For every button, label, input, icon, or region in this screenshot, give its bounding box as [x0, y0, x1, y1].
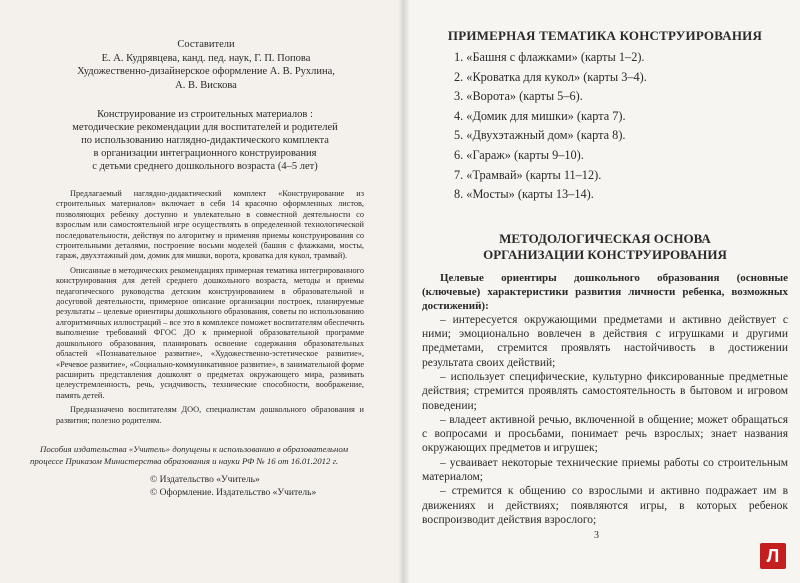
- book-title-line: Конструирование из строительных материалов :: [97, 109, 313, 120]
- topic-item: 5. «Двухэтажный дом» (карта 8).: [454, 128, 626, 143]
- annotation: [56, 189, 364, 426]
- annotation-paragraph: Предназначено воспитателям ДОО, специалистам дошкольного образования и развития; полезно родителям.: [56, 405, 364, 425]
- topics-heading: ПРИМЕРНАЯ ТЕМАТИКА КОНСТРУИРОВАНИЯ: [447, 28, 763, 43]
- page-number: 3: [594, 530, 599, 541]
- copyright-line: © Издательство «Учитель»: [150, 475, 260, 485]
- right-page: [404, 0, 800, 583]
- annotation-paragraph: Описанные в методических рекомендациях примерная тематика интегрированного конструирования для детей среднего дошкольного возраста, методы и приемы педагогического руководства детским конструированием в образовательной и досуговой деятельности, примерное описание организации построек, планируемые результаты – целевые ориентиры дошкольного образования, советы по использованию алгоритмичных иллюстраций – все это в комплексе поможет воспитателям обеспечить выполнение требований ФГОС ДО к примерной образовательной программе дошкольного образования, планировать освоение содержания образовательных областей «Познавательное развитие», «Художественно-эстетическое развитие», «Речевое развитие», «Социально-коммуникативное развитие», в занимательной форме расширить представления дошколят о предметах окружающего мира, развивать целеустремленность, речь, усидчивость, технические способности, воображение, память детей.: [56, 265, 364, 400]
- book-title-block: [40, 108, 370, 173]
- topic-item: 8. «Мосты» (карты 13–14).: [454, 187, 594, 202]
- methodology-heading: [422, 231, 788, 263]
- methodology-heading-line: МЕТОДОЛОГИЧЕСКАЯ ОСНОВА: [499, 230, 711, 246]
- copyright-block: [150, 474, 380, 500]
- copyright-line: © Оформление. Издательство «Учитель»: [150, 488, 317, 498]
- guideline-item: – стремится к общению со взрослыми и активно подражает им в движениях и действиях; появляются игры, в которых ребенок воспроизводит действия взрослого;: [422, 485, 788, 526]
- compilers-heading: Составители: [177, 39, 235, 50]
- topic-item: 6. «Гараж» (карты 9–10).: [454, 147, 584, 162]
- compilers-line: Е. А. Кудрявцева, канд. пед. наук, Г. П. Попова: [101, 52, 311, 64]
- guideline-item: – использует специфические, культурно фиксированные предметные действия; стремится проявлять самостоятельность в бытовом и игровом поведении;: [422, 370, 788, 412]
- guideline-item: – усваивает некоторые технические приемы работы со строительным материалом;: [422, 456, 788, 484]
- right-page-content: [422, 28, 788, 527]
- guideline-item: – интересуется окружающими предметами и активно действует с ними; эмоционально вовлечен в действия с игрушками и другими предметами, стремится проявлять настойчивость в достижении результата своих действий;: [422, 313, 788, 369]
- book-title-line: методические рекомендации для воспитателей и родителей: [72, 122, 338, 133]
- book-title-line: с детьми среднего дошкольного возраста (4–5 лет): [92, 161, 318, 172]
- topic-item: 1. «Башня с флажками» (карты 1–2).: [454, 50, 645, 64]
- book-title-line: в организации интеграционного конструирования: [93, 148, 317, 159]
- annotation-paragraph: Предлагаемый наглядно-дидактический комплект «Конструирование из строительных материалов» включает в себя 14 красочно оформленных листов, позволяющих ребенку доступно и увлекательно в совместной деятельности со взрослым или самостоятельной игре осуществлять в определенной технологической последовательности, действуя по алгоритму и применяя приемы конструирования со строительными деталями, построение восьми моделей (башня с флажками, мосты, гараж, двухэтажный дом, домик для мишки, ворота, кроватка для кукол, трамвай).: [56, 189, 364, 261]
- book-title-line: по использованию наглядно-дидактического комплекта: [81, 135, 329, 146]
- compilers-block: [16, 38, 396, 92]
- ministry-approval-note: Пособия издательства «Учитель» допущены к использованию в образовательном процессе Приказом Министерства образования и науки РФ № 16 от 16.01.2012 г.: [30, 444, 349, 466]
- topic-item: 3. «Ворота» (карты 5–6).: [454, 89, 583, 104]
- site-watermark-logo: [760, 543, 786, 569]
- topic-item: 2. «Кроватка для кукол» (карты 3–4).: [454, 69, 647, 84]
- guidelines-list: [422, 313, 788, 527]
- target-guidelines-lead: Целевые ориентиры дошкольного образования (основные (ключевые) характеристики развития личности ребенка, возможных достижений):: [422, 271, 788, 312]
- book-gutter: [398, 0, 410, 583]
- methodology-heading-line: ОРГАНИЗАЦИИ КОНСТРУИРОВАНИЯ: [483, 246, 727, 262]
- watermark-letter: Л: [766, 546, 780, 566]
- guideline-item: – владеет активной речью, включенной в общение; может обращаться с вопросами и просьбами, понимает речь взрослых; знает названия окружающих предметов и игрушек;: [422, 413, 788, 455]
- topic-item: 7. «Трамвай» (карты 11–12).: [454, 167, 602, 182]
- design-credit-line: Художественно-дизайнерское оформление А. В. Рухлина,: [77, 66, 335, 77]
- design-credit-line: А. В. Вискова: [175, 79, 237, 91]
- topics-list: [422, 48, 788, 205]
- topic-item: 4. «Домик для мишки» (карта 7).: [454, 108, 626, 123]
